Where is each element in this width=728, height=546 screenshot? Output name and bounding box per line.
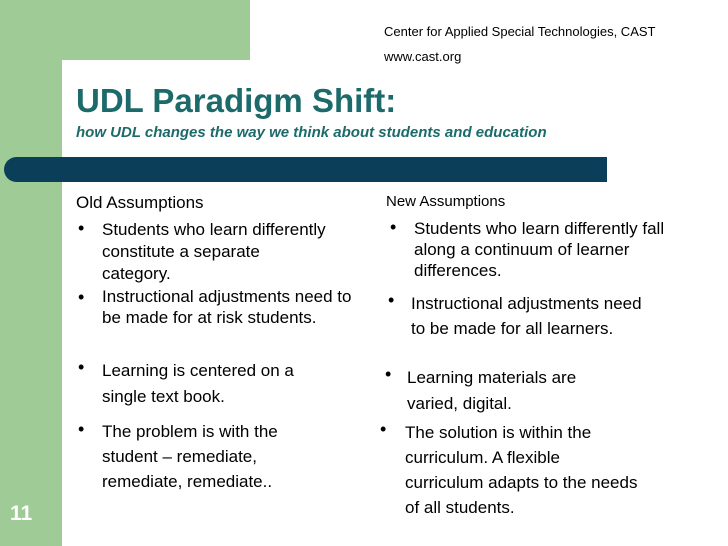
new-item-text: Students who learn differently fall along a continuum of learner differences. <box>414 219 665 280</box>
old-item-3 <box>102 358 340 410</box>
new-item-3 <box>407 365 625 417</box>
new-item-text: Instructional adjustments need to be made for all learners. <box>411 294 642 338</box>
left-green-bar <box>0 0 62 546</box>
bullet-icon: • <box>78 218 85 238</box>
bullet-icon: • <box>78 357 85 377</box>
bullet-icon: • <box>388 290 395 310</box>
bullet-icon: • <box>78 287 85 307</box>
slide-subtitle: how UDL changes the way we think about students and education <box>76 124 547 141</box>
new-item-text: The solution is within the curriculum. A flexible curriculum adapts to the needs of all students. <box>405 423 638 517</box>
bullet-icon: • <box>385 364 392 384</box>
bullet-icon: • <box>390 217 397 237</box>
slide-number: 11 <box>10 502 33 525</box>
old-item-2 <box>102 286 352 328</box>
old-item-text: Students who learn differently constitute a separate category. <box>102 220 326 283</box>
slide-title: UDL Paradigm Shift: <box>76 82 397 119</box>
new-item-text: Learning materials are varied, digital. <box>407 368 577 413</box>
top-green-block <box>62 0 250 60</box>
new-item-1 <box>414 218 689 281</box>
new-item-4 <box>405 420 643 520</box>
new-item-2 <box>411 291 651 341</box>
old-item-text: The problem is with the student – remediate, remediate, remediate.. <box>102 422 278 491</box>
old-item-text: Instructional adjustments need to be made for at risk students. <box>102 287 352 327</box>
title-divider-bar <box>4 157 607 182</box>
bullet-icon: • <box>78 419 85 439</box>
cast-url[interactable]: www.cast.org <box>384 49 462 64</box>
bullet-icon: • <box>380 419 387 439</box>
old-assumptions-heading: Old Assumptions <box>76 193 204 212</box>
old-item-4 <box>102 419 328 494</box>
cast-org-name: Center for Applied Special Technologies, CAST <box>384 24 656 39</box>
old-item-1 <box>102 219 330 285</box>
new-assumptions-heading: New Assumptions <box>386 193 506 210</box>
old-item-text: Learning is centered on a single text book. <box>102 361 294 406</box>
